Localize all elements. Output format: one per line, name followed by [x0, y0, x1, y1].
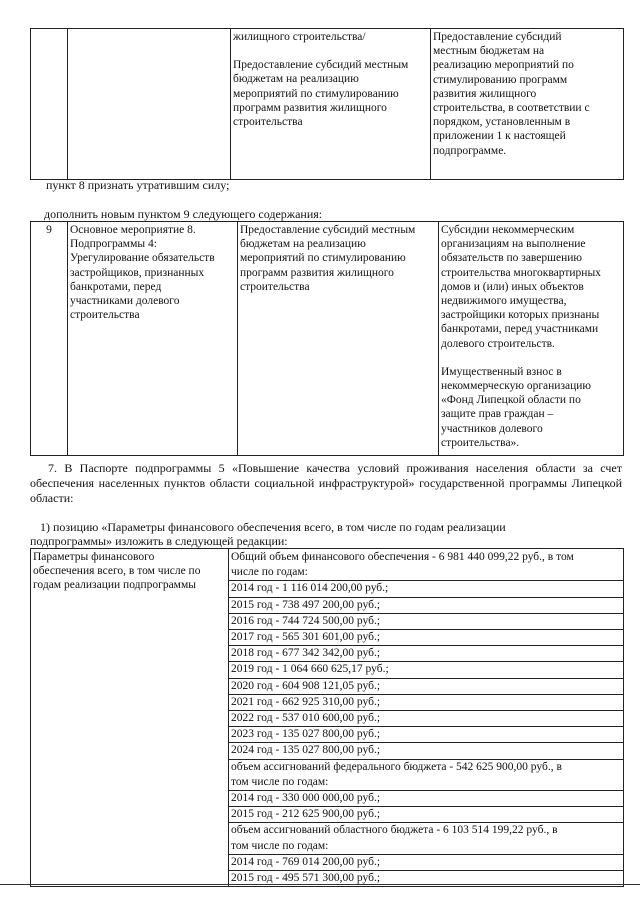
text-line: 2015 год - 212 625 900,00 руб.;	[229, 806, 623, 822]
text-line: развития жилищного	[433, 87, 537, 100]
text-line: 2020 год - 604 908 121,05 руб.;	[229, 678, 623, 694]
text-line: защите прав граждан –	[441, 408, 554, 421]
text-line: Подпрограммы 4:	[70, 238, 157, 251]
text-line: Основное мероприятие 8.	[70, 224, 196, 236]
table1-col4	[431, 29, 624, 180]
text-line: подпрограмме.	[433, 144, 507, 157]
text-line: долевого строительств.	[441, 337, 555, 350]
page-bottom-rule	[0, 884, 640, 885]
text-line: строительства многоквартирных	[441, 266, 601, 279]
text-line: застройщики которых признаны	[441, 309, 600, 322]
text-line: Урегулирование обязательств	[70, 252, 215, 265]
text-line: участников долевого	[441, 422, 543, 435]
text-line: обеспечения всего, в том числе по	[33, 565, 201, 578]
text-line: недвижимого имущества,	[441, 295, 567, 308]
text-line: участниками долевого	[70, 295, 180, 308]
text-line: застройщиков, признанных	[70, 266, 205, 279]
text-line: том числе по годам:	[231, 775, 329, 788]
text-line: Предоставление субсидий	[433, 31, 562, 43]
text-line: строительства	[70, 309, 140, 322]
text-line: приложении 1 к настоящей	[433, 130, 566, 143]
table1-col1-empty	[31, 29, 68, 180]
text-line: 2018 год - 677 342 342,00 руб.;	[229, 645, 623, 661]
text-line: домов и (или) иных объектов	[441, 280, 584, 293]
text-line: обязательств по завершению	[441, 252, 583, 265]
table3-right	[229, 549, 624, 887]
text-line: 2015 год - 495 571 300,00 руб.;	[229, 870, 623, 886]
text-line: объем ассигнований областного бюджета - 6 103 514 199,22 руб., в	[229, 822, 623, 838]
text-line: банкротами, перед участниками	[441, 323, 599, 336]
text-line: объем ассигнований федерального бюджета - 542 625 900,00 руб., в	[229, 759, 623, 775]
text-line: строительства	[240, 280, 310, 293]
table2-col4	[439, 222, 624, 456]
text-line: 2023 год - 135 027 800,00 руб.;	[229, 726, 623, 742]
text-line: Имущественный взнос в	[441, 365, 562, 378]
text-line: некоммерческую организацию	[441, 380, 592, 393]
text-line: Параметры финансового	[33, 551, 155, 563]
text-line: 2021 год - 662 925 310,00 руб.;	[229, 694, 623, 710]
paragraph-1-line1: 1) позицию «Параметры финансового обеспечения всего, в том числе по годам реализации	[40, 520, 506, 534]
text-line: бюджетам на реализацию	[240, 238, 366, 251]
text-line: мероприятий по стимулированию	[240, 252, 406, 265]
table1-col2-empty	[68, 29, 231, 180]
paragraph-add-item9: дополнить новым пунктом 9 следующего содержания:	[44, 207, 323, 221]
text-line: Предоставление субсидий местным	[240, 224, 416, 236]
table2-row-number: 9	[31, 222, 68, 456]
text-line: строительства	[233, 116, 303, 129]
text-line: организациям на выполнение	[441, 238, 586, 251]
table1-col3	[231, 29, 431, 180]
table-financing	[30, 548, 624, 887]
text-line: программ развития жилищного	[233, 101, 387, 114]
paragraph-item8: пункт 8 признать утратившим силу;	[46, 178, 230, 192]
text-line: банкротами, перед	[70, 280, 162, 293]
text-line: 2016 год - 744 724 500,00 руб.;	[229, 613, 623, 629]
text-line: 2017 год - 565 301 601,00 руб.;	[229, 629, 623, 645]
text-line: 2019 год - 1 064 660 625,17 руб.;	[229, 661, 623, 677]
text-line: том числе по годам:	[231, 839, 329, 852]
text-line: годам реализации подпрограммы	[33, 579, 196, 592]
text-line: 2014 год - 330 000 000,00 руб.;	[229, 790, 623, 806]
text-line: стимулированию программ	[433, 73, 568, 86]
text-line: реализацию мероприятий по	[433, 59, 574, 72]
paragraph-7: 7. В Паспорте подпрограммы 5 «Повышение качества условий проживания населения области за счет обеспечения населенных пунктов области социальной инфраструктурой» государственной программы Липецкой области:	[30, 461, 622, 505]
text-line: строительства, в соответствии с	[433, 102, 590, 115]
text-line: бюджетам на реализацию	[233, 73, 359, 86]
text-line: программ развития жилищного	[240, 266, 394, 279]
text-line: строительства».	[441, 436, 520, 449]
text-line: «Фонд Липецкой области по	[441, 394, 581, 407]
table2-col2	[68, 222, 238, 456]
table3-left	[31, 549, 229, 887]
table2-col3	[238, 222, 439, 456]
text-line: Субсидии некоммерческим	[441, 224, 575, 236]
text-line: 2024 год - 135 027 800,00 руб.;	[229, 742, 623, 758]
table-continuation	[30, 28, 624, 180]
text-line: местным бюджетам на	[433, 45, 545, 58]
text-line: 2022 год - 537 010 600,00 руб.;	[229, 710, 623, 726]
text-line: числе по годам:	[231, 566, 308, 579]
paragraph-1-line2: подпрограммы» изложить в следующей редакции:	[30, 534, 288, 548]
text-line: 2014 год - 769 014 200,00 руб.;	[229, 854, 623, 870]
table-item9	[30, 221, 624, 456]
text-line: Предоставление субсидий местным	[233, 59, 409, 72]
text-line: 2015 год - 738 497 200,00 руб.;	[229, 597, 623, 613]
text-line: порядком, установленным в	[433, 116, 571, 129]
text-line: Общий объем финансового обеспечения - 6 981 440 099,22 руб., в том	[231, 551, 574, 563]
text-line: мероприятий по стимулированию	[233, 87, 399, 100]
text-line: жилищного строительства/	[233, 31, 366, 43]
text-line: 2014 год - 1 116 014 200,00 руб.;	[229, 580, 623, 596]
